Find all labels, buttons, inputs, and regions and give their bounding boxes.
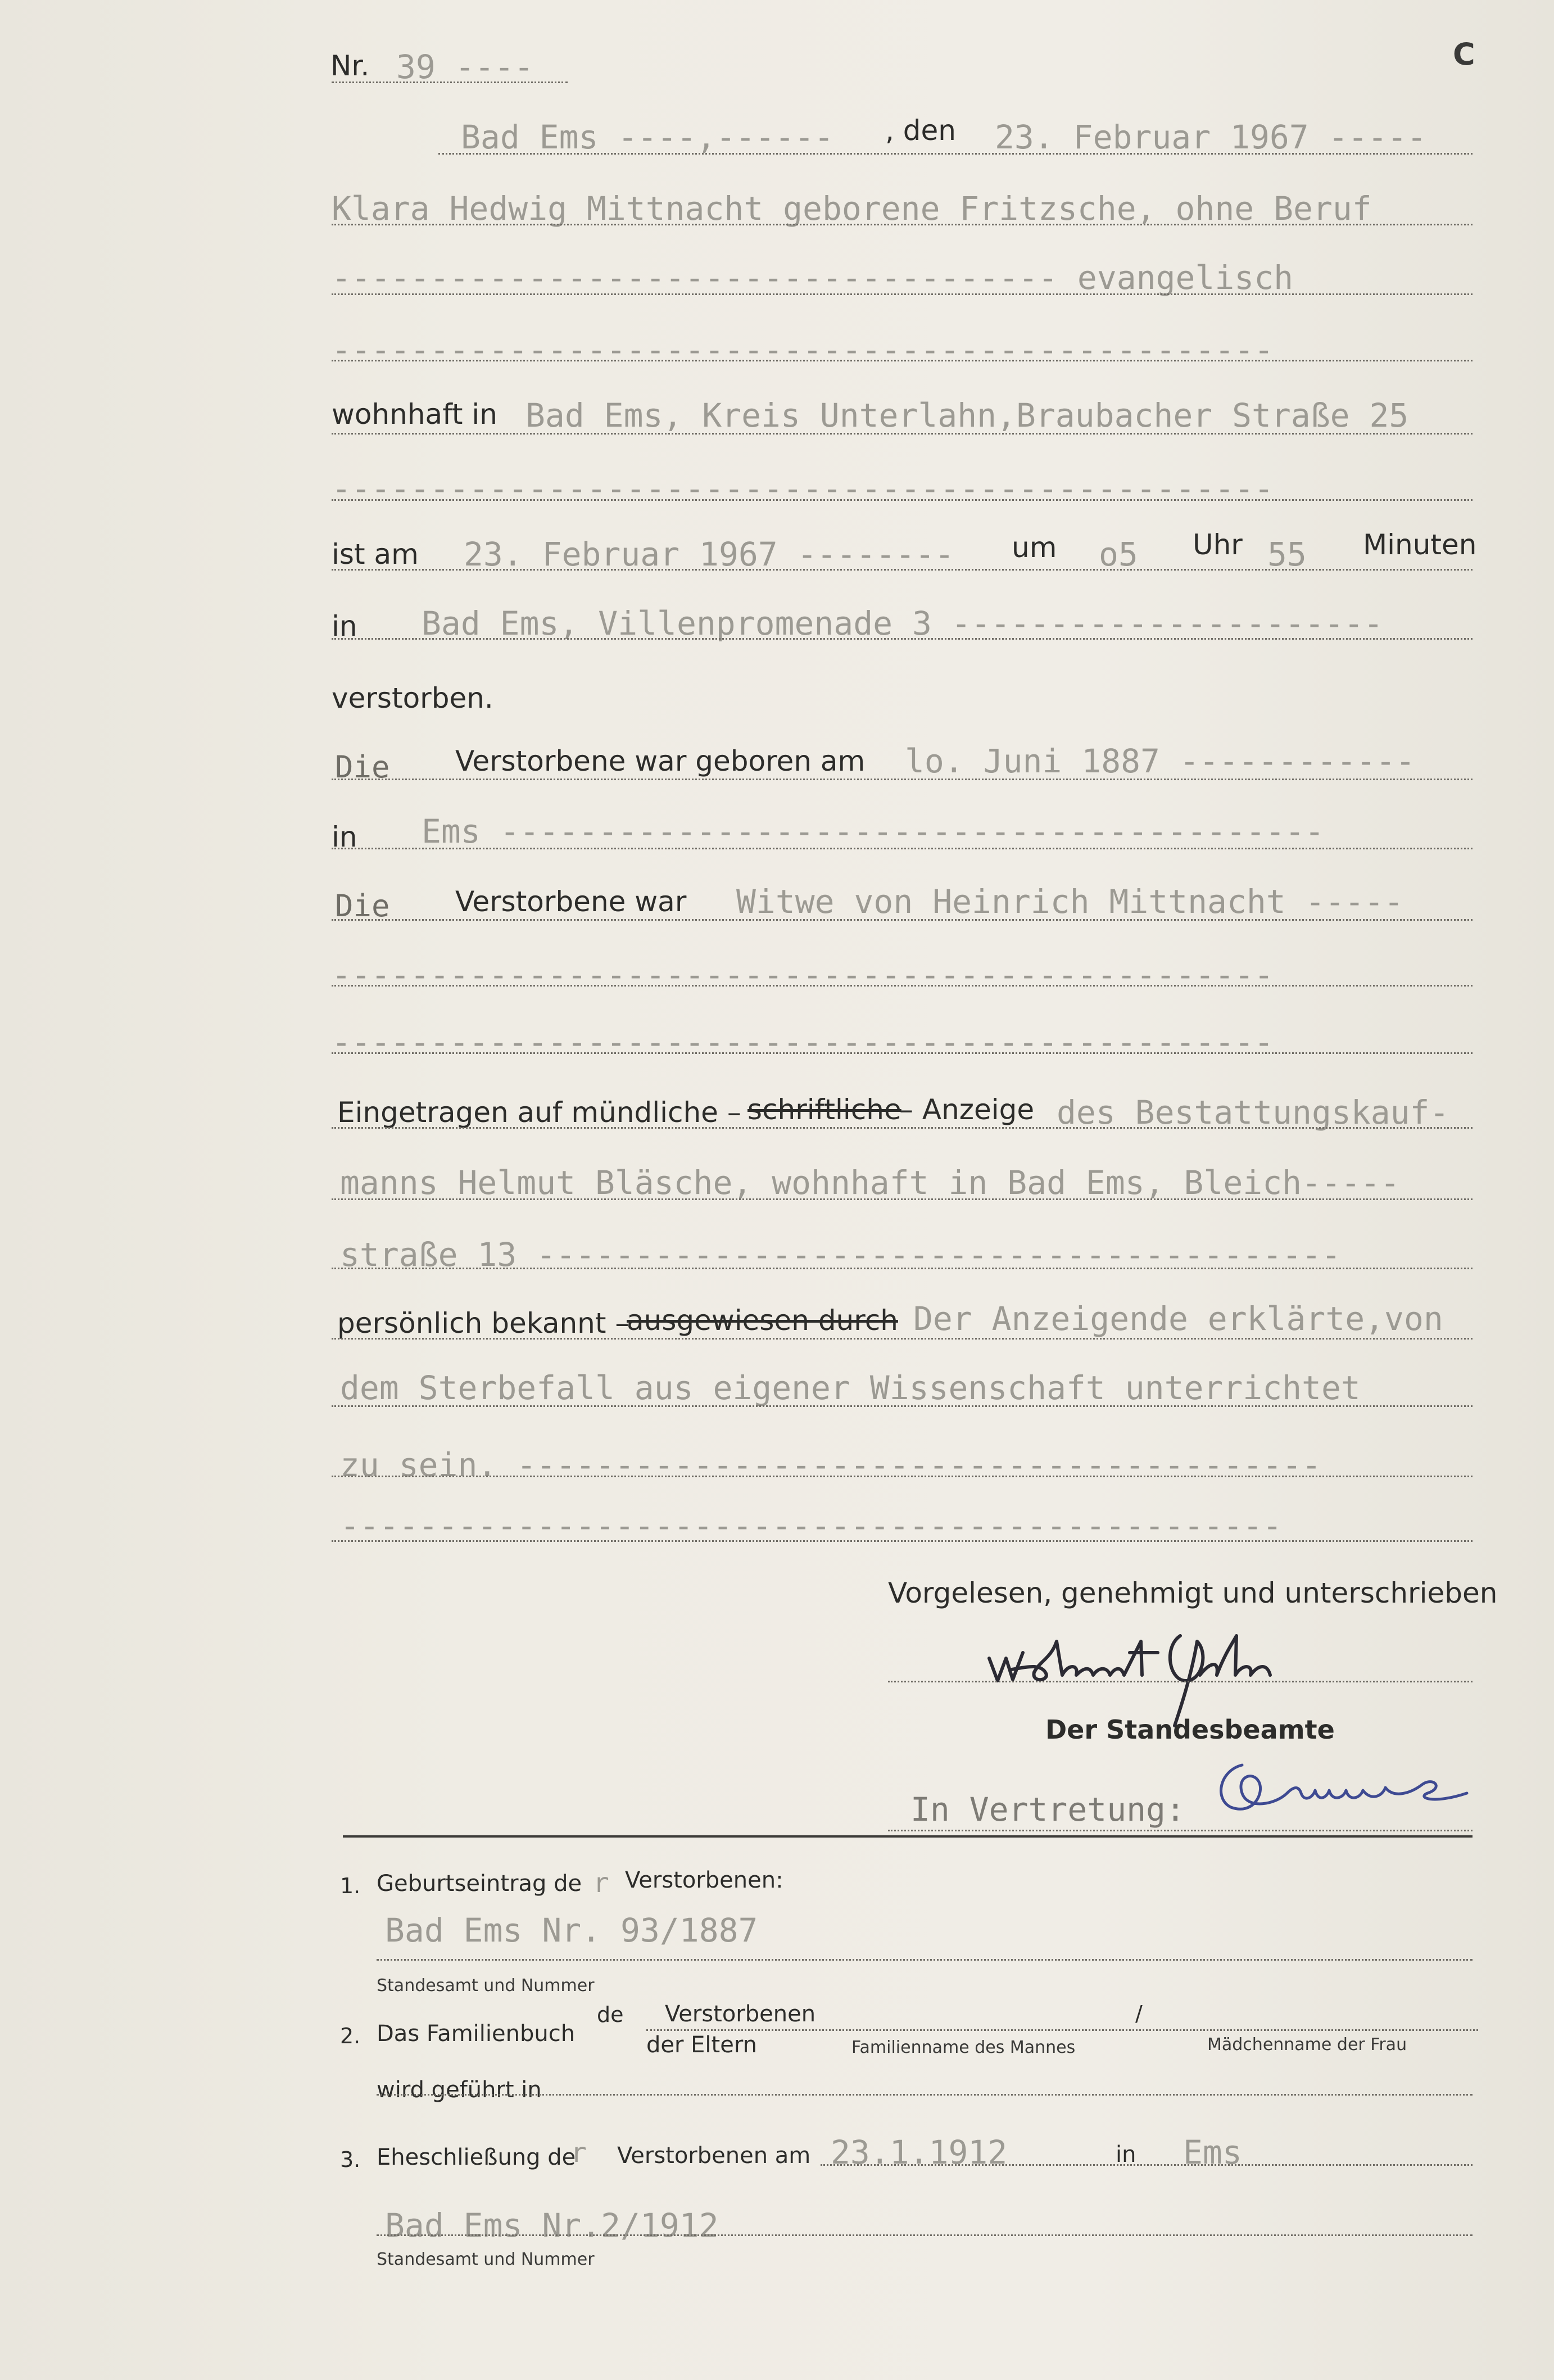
report-typed-1: des Bestattungskauf- bbox=[1057, 1093, 1449, 1132]
birth-die-typed: Die bbox=[335, 749, 390, 785]
report-typed-3: straße 13 ----------------------------------------- bbox=[340, 1236, 1341, 1274]
status-blank-underline-1 bbox=[332, 985, 1473, 987]
item1-typed-r: r bbox=[593, 1867, 609, 1899]
death-date: 23. Februar 1967 -------- bbox=[464, 535, 954, 573]
ausgewiesen-label: ausgewiesen durch bbox=[627, 1304, 898, 1337]
place-header: Bad Ems ----,------ bbox=[461, 118, 834, 156]
item2-gefuehrt-underline bbox=[377, 2094, 1473, 2096]
death-minutes: 55 bbox=[1267, 535, 1307, 573]
bekannt-label: persönlich bekannt – bbox=[337, 1307, 629, 1340]
death-in-label: in bbox=[332, 610, 357, 642]
religion-line: ------------------------------------- evangelisch bbox=[332, 259, 1294, 297]
blank-underline-2 bbox=[332, 499, 1473, 501]
report-typed-5: dem Sterbefall aus eigener Wissenschaft unterrichtet bbox=[340, 1369, 1361, 1407]
status-label: Verstorbene war bbox=[455, 885, 687, 918]
birth-in-label: in bbox=[332, 821, 357, 853]
verstorben-label: verstorben. bbox=[332, 682, 493, 714]
report-typed-4: Der Anzeigende erklärte,von bbox=[913, 1300, 1443, 1338]
death-time-underline bbox=[332, 569, 1473, 571]
item2-de: de bbox=[597, 2002, 624, 2027]
signature-vertretung bbox=[1208, 1754, 1478, 1821]
ist-am-label: ist am bbox=[332, 538, 419, 571]
corner-mark: C bbox=[1453, 37, 1475, 72]
item1-caption: Standesamt und Nummer bbox=[377, 1976, 595, 1996]
item1-label-b: Verstorbenen: bbox=[625, 1867, 783, 1893]
item3-underline bbox=[821, 2164, 1473, 2166]
birth-place: Ems ------------------------------------------ bbox=[422, 812, 1325, 850]
item3-in: in bbox=[1116, 2142, 1136, 2168]
place-date-line bbox=[438, 153, 1473, 155]
item3-date: 23.1.1912 bbox=[831, 2133, 1008, 2171]
report-underline-3 bbox=[332, 1268, 1473, 1269]
signature-line-2 bbox=[888, 1830, 1473, 1831]
name-line: Klara Hedwig Mittnacht geborene Fritzsche, ohne Beruf bbox=[332, 189, 1372, 228]
item1-underline bbox=[377, 1959, 1473, 1961]
date-header: 23. Februar 1967 ----- bbox=[995, 118, 1427, 156]
status-blank-underline-2 bbox=[332, 1052, 1473, 1054]
status-die-typed: Die bbox=[335, 888, 390, 924]
item3-typed-r: r bbox=[570, 2137, 587, 2169]
residence-underline bbox=[332, 433, 1473, 435]
item2-gefuehrt: wird geführt in bbox=[377, 2077, 542, 2103]
report-typed-7: ------------------------------------------------ bbox=[340, 1506, 1283, 1545]
report-underline-7 bbox=[332, 1540, 1473, 1542]
anzeige-label: – Anzeige bbox=[899, 1093, 1035, 1126]
item1-value: Bad Ems Nr. 93/1887 bbox=[385, 1911, 758, 1949]
birth-place-underline bbox=[332, 848, 1473, 849]
item3-value-underline bbox=[377, 2234, 1473, 2236]
item3-value: Bad Ems Nr.2/1912 bbox=[385, 2206, 719, 2245]
birth-label: Verstorbene war geboren am bbox=[455, 745, 866, 777]
name-underline bbox=[332, 224, 1473, 225]
item2-num: 2. bbox=[340, 2024, 361, 2048]
uhr-label: Uhr bbox=[1193, 528, 1243, 561]
nr-label: Nr. bbox=[330, 49, 370, 82]
death-place: Bad Ems, Villenpromenade 3 ---------------------- bbox=[422, 604, 1384, 642]
item3-num: 3. bbox=[340, 2147, 361, 2172]
item2-label: Das Familienbuch bbox=[377, 2021, 576, 2047]
report-underline-5 bbox=[332, 1405, 1473, 1407]
residence-label: wohnhaft in bbox=[332, 398, 497, 431]
birth-date-underline bbox=[332, 779, 1473, 780]
item2-eltern: der Eltern bbox=[646, 2032, 757, 2058]
religion-underline bbox=[332, 293, 1473, 295]
vertretung-typed: In Vertretung: bbox=[910, 1790, 1185, 1829]
blank-line-1: ------------------------------------------------ bbox=[332, 331, 1274, 369]
item2-caption-mann: Familienname des Mannes bbox=[851, 2038, 1076, 2057]
nr-value: 39 ---- bbox=[396, 48, 534, 86]
item2-verstorbenen: Verstorbenen bbox=[665, 2001, 816, 2027]
minuten-label: Minuten bbox=[1363, 528, 1477, 561]
item2-underline bbox=[646, 2029, 1478, 2031]
item3-label-b: Verstorbenen am bbox=[617, 2143, 811, 2169]
birth-date: lo. Juni 1887 ------------ bbox=[905, 742, 1415, 780]
item2-caption-frau: Mädchenname der Frau bbox=[1207, 2035, 1407, 2055]
footer-separator bbox=[343, 1835, 1473, 1838]
den-label: , den bbox=[885, 114, 956, 147]
report-underline-2 bbox=[332, 1198, 1473, 1200]
death-hour: o5 bbox=[1099, 535, 1138, 573]
vorgelesen-label: Vorgelesen, genehmigt und unterschrieben bbox=[888, 1577, 1498, 1609]
report-underline-6 bbox=[332, 1476, 1473, 1477]
schriftliche-label: schriftliche bbox=[747, 1093, 901, 1126]
report-typed-6: zu sein. ----------------------------------------- bbox=[340, 1446, 1321, 1484]
residence-value: Bad Ems, Kreis Unterlahn,Braubacher Straße 25 bbox=[525, 396, 1409, 435]
item1-num: 1. bbox=[340, 1874, 361, 1898]
eingetragen-label: Eingetragen auf mündliche – bbox=[337, 1096, 741, 1129]
item3-caption: Standesamt und Nummer bbox=[377, 2250, 595, 2269]
status-blank-1: ------------------------------------------------ bbox=[332, 956, 1274, 994]
standesbeamte-label: Der Standesbeamte bbox=[1045, 1714, 1335, 1745]
status-blank-2: ------------------------------------------------ bbox=[332, 1023, 1274, 1061]
report-underline-1 bbox=[332, 1127, 1473, 1129]
signature-line-1 bbox=[888, 1681, 1473, 1682]
blank-underline-1 bbox=[332, 360, 1473, 361]
death-place-underline bbox=[332, 638, 1473, 640]
um-label: um bbox=[1012, 531, 1057, 564]
status-underline bbox=[332, 919, 1473, 921]
status-value: Witwe von Heinrich Mittnacht ----- bbox=[736, 883, 1404, 921]
report-typed-2: manns Helmut Bläsche, wohnhaft in Bad Ems, Bleich----- bbox=[340, 1164, 1400, 1202]
nr-line bbox=[332, 82, 568, 83]
item3-place: Ems bbox=[1183, 2133, 1242, 2171]
item2-slash: / bbox=[1135, 2001, 1143, 2026]
item1-label-a: Geburtseintrag de bbox=[377, 1871, 582, 1897]
blank-line-2: ------------------------------------------------ bbox=[332, 469, 1274, 508]
item3-label-a: Eheschließung de bbox=[377, 2144, 576, 2170]
report-underline-4 bbox=[332, 1338, 1473, 1340]
